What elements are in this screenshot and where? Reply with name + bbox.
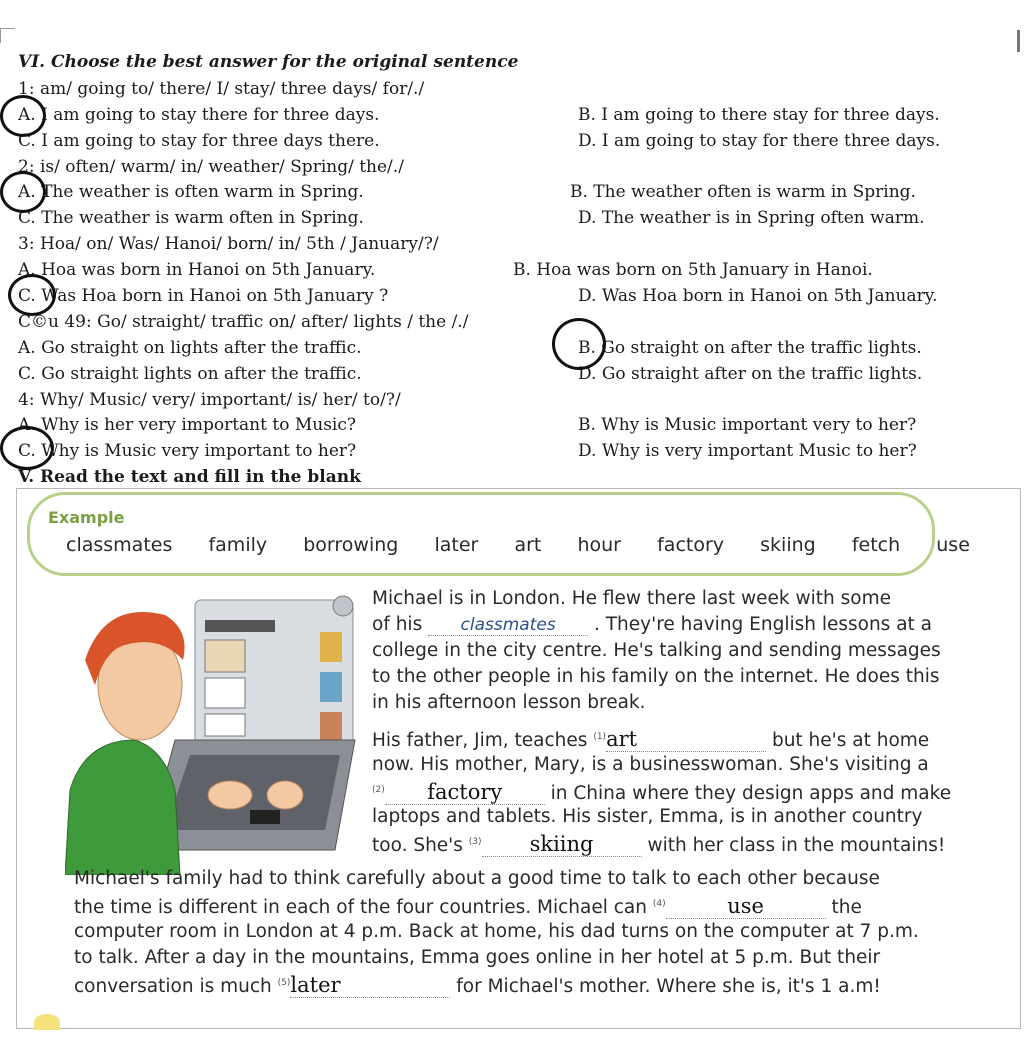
q3-option-d: D. Was Hoa born in Hanoi on 5th January. bbox=[578, 286, 938, 306]
wristband bbox=[250, 810, 280, 824]
blank-number-3: (3) bbox=[468, 836, 482, 847]
q4-option-a: A. Why is her very important to Music? bbox=[18, 415, 356, 435]
passage-line bbox=[372, 832, 945, 857]
passage-text: His father, Jim, teaches bbox=[372, 730, 588, 751]
contact-avatar-2 bbox=[320, 672, 342, 702]
blank-number-2: (2) bbox=[372, 784, 385, 795]
passage-text: the time is different in each of the four countries. Michael can bbox=[74, 897, 647, 918]
q3-option-c: C. Was Hoa born in Hanoi on 5th January ? bbox=[18, 286, 389, 306]
answer-circle-q3 bbox=[8, 274, 56, 316]
blank-3 bbox=[482, 832, 642, 857]
passage-text: with her class in the mountains! bbox=[647, 835, 946, 856]
boy-at-laptop-illustration bbox=[65, 590, 365, 875]
page-corner-mark bbox=[0, 28, 15, 43]
answer-2: factory bbox=[427, 780, 503, 804]
boy-right-hand bbox=[267, 781, 303, 809]
answer-5: later bbox=[290, 973, 341, 997]
passage-line bbox=[372, 780, 951, 805]
passage-line: Michael's family had to think carefully about a good time to talk to each other because bbox=[74, 868, 880, 889]
q49-option-a: A. Go straight on lights after the traffic. bbox=[18, 338, 362, 358]
q1-prompt: 1: am/ going to/ there/ I/ stay/ three days/ for/./ bbox=[18, 79, 425, 99]
section-6-title: VI. Choose the best answer for the original sentence bbox=[18, 52, 519, 72]
example-answer: classmates bbox=[460, 615, 556, 635]
passage-text: in China where they design apps and make bbox=[550, 783, 952, 804]
q2-option-d: D. The weather is in Spring often warm. bbox=[578, 208, 925, 228]
answer-circle-q1 bbox=[0, 95, 46, 137]
boy-left-hand bbox=[208, 781, 252, 809]
passage-line bbox=[372, 727, 929, 752]
screen-window-bar bbox=[205, 620, 275, 632]
webcam-icon bbox=[333, 596, 353, 616]
example-label: Example bbox=[48, 508, 125, 527]
q2-option-a: A. The weather is often warm in Spring. bbox=[18, 182, 364, 202]
example-blank bbox=[428, 614, 588, 636]
blank-number-5: (5) bbox=[277, 977, 291, 988]
q2-option-b: B. The weather often is warm in Spring. bbox=[570, 182, 916, 202]
section-5-title: V. Read the text and fill in the blank bbox=[18, 467, 361, 487]
answer-1: art bbox=[606, 727, 638, 751]
contact-box-3 bbox=[205, 714, 245, 736]
passage-text: the bbox=[831, 897, 862, 918]
blank-number-4: (4) bbox=[652, 898, 666, 909]
passage-line: to talk. After a day in the mountains, Emma goes online in her hotel at 5 p.m. But their bbox=[74, 947, 881, 968]
q1-option-b: B. I am going to there stay for three days. bbox=[578, 105, 940, 125]
q49-option-d: D. Go straight after on the traffic lights. bbox=[578, 364, 923, 384]
q49-option-b: B. Go straight on after the traffic lights. bbox=[578, 338, 922, 358]
blank-1 bbox=[606, 727, 766, 752]
answer-3: skiing bbox=[529, 832, 594, 856]
page-corner-highlight bbox=[34, 1014, 60, 1030]
passage-text: too. She's bbox=[372, 835, 463, 856]
q4-option-c: C. Why is Music very important to her? bbox=[18, 441, 357, 461]
word-bank: classmates family borrowing later art hour factory skiing fetch use bbox=[66, 534, 970, 556]
passage-line: college in the city centre. He's talking and sending messages bbox=[372, 640, 941, 661]
q49-prompt: C©u 49: Go/ straight/ traffic on/ after/ lights / the /./ bbox=[18, 312, 469, 332]
passage-line: in his afternoon lesson break. bbox=[372, 692, 646, 713]
contact-avatar-3 bbox=[320, 712, 342, 740]
passage-line bbox=[74, 973, 881, 998]
q3-prompt: 3: Hoa/ on/ Was/ Hanoi/ born/ in/ 5th / January/?/ bbox=[18, 234, 439, 254]
q2-prompt: 2: is/ often/ warm/ in/ weather/ Spring/ the/./ bbox=[18, 157, 404, 177]
answer-circle-q49 bbox=[552, 318, 606, 370]
passage-text: conversation is much bbox=[74, 976, 272, 997]
blank-2 bbox=[385, 780, 545, 805]
passage-line bbox=[372, 614, 932, 636]
contact-box-2 bbox=[205, 678, 245, 708]
blank-4 bbox=[666, 894, 826, 919]
page-edge-mark bbox=[1017, 30, 1020, 52]
passage-text: but he's at home bbox=[771, 730, 930, 751]
passage-line: now. His mother, Mary, is a businesswoman. She's visiting a bbox=[372, 754, 929, 775]
q4-option-d: D. Why is very important Music to her? bbox=[578, 441, 917, 461]
q1-option-d: D. I am going to stay for there three days. bbox=[578, 131, 941, 151]
q1-option-a: A. I am going to stay there for three days. bbox=[18, 105, 380, 125]
passage-line: Michael is in London. He flew there last week with some bbox=[372, 588, 891, 609]
passage-line: laptops and tablets. His sister, Emma, is in another country bbox=[372, 806, 923, 827]
blank-5 bbox=[290, 973, 450, 998]
q3-option-a: A. Hoa was born in Hanoi on 5th January. bbox=[18, 260, 376, 280]
passage-text: of his bbox=[372, 614, 423, 635]
blank-number-1: (1) bbox=[593, 731, 607, 742]
passage-text: . They're having English lessons at a bbox=[594, 614, 933, 635]
contact-photo-1 bbox=[205, 640, 245, 672]
q2-option-c: C. The weather is warm often in Spring. bbox=[18, 208, 364, 228]
answer-circle-q4 bbox=[0, 426, 54, 470]
passage-text: for Michael's mother. Where she is, it's 1 a.m! bbox=[456, 976, 881, 997]
q4-prompt: 4: Why/ Music/ very/ important/ is/ her/ to/?/ bbox=[18, 390, 401, 410]
answer-circle-q2 bbox=[0, 171, 46, 213]
passage-line: to the other people in his family on the internet. He does this bbox=[372, 666, 940, 687]
q49-option-c: C. Go straight lights on after the traffic. bbox=[18, 364, 362, 384]
passage-line: computer room in London at 4 p.m. Back at home, his dad turns on the computer at 7 p.m. bbox=[74, 921, 919, 942]
q3-option-b: B. Hoa was born on 5th January in Hanoi. bbox=[513, 260, 873, 280]
boy-shirt bbox=[65, 740, 180, 875]
contact-avatar-1 bbox=[320, 632, 342, 662]
q4-option-b: B. Why is Music important very to her? bbox=[578, 415, 917, 435]
answer-4: use bbox=[727, 894, 764, 918]
passage-line bbox=[74, 894, 862, 919]
q1-option-c: C. I am going to stay for three days there. bbox=[18, 131, 380, 151]
